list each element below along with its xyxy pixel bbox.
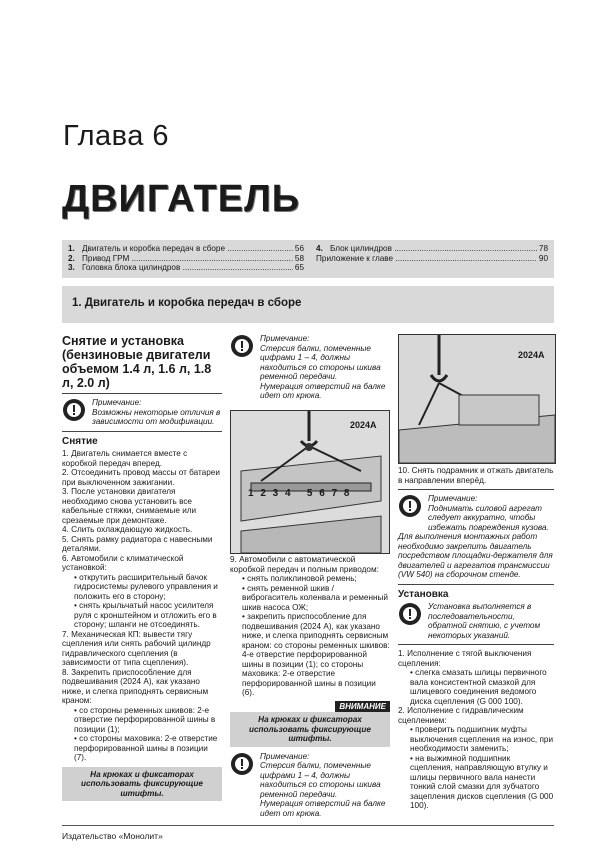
- note-label: Примечание:: [260, 751, 310, 761]
- step-text: • проверить подшипник муфты выключения сцепления на износ, при необходимости заменить;: [410, 725, 554, 753]
- step-text: 1. Двигатель снимается вместе с коробкой передач вперед.: [62, 449, 188, 468]
- step-text: 4. Слить охлаждающую жидкость.: [62, 525, 193, 534]
- step-text: • открутить расширительный бачок гидросистемы рулевого управления и положить его в сторону;: [74, 572, 218, 601]
- toc-item[interactable]: [68, 263, 304, 273]
- step-text: • со стороны ременных шкивов: 2-е отверстие перфорированной шины в позиции (1);: [74, 705, 216, 734]
- note-label: Примечание:: [428, 494, 478, 503]
- step-text: 5. Снять рамку радиатора с навесными деталями.: [62, 534, 213, 553]
- toc-text: Приложение к главе .....: [316, 254, 537, 264]
- toc-item[interactable]: [68, 244, 304, 254]
- toc-right-column: [316, 244, 548, 263]
- section-heading: Снятие и установка (бензиновые двигатели объемом 1.4 л, 1.6 л, 1.8 л, 2.0 л): [62, 334, 212, 390]
- column-2: [230, 334, 390, 401]
- note-text: Поднимать силовой агрегат следует аккуратно, чтобы избежать повреждения кузова.: [428, 503, 549, 532]
- step-text: 1. Исполнение с тягой выключения сцепления:: [398, 649, 532, 668]
- step-text: 8. Закрепить приспособление для подвешивания (2024 А), как указано ниже, и слегка приподнять сервисным краном:: [62, 667, 209, 705]
- warning-label: ВНИМАНИЕ: [335, 701, 390, 713]
- toc-text: Блок цилиндров .....: [330, 244, 537, 254]
- toc-page: 78: [538, 244, 548, 253]
- warning-box: На крюках и фиксаторах использовать фиксирующие штифты.: [230, 712, 390, 747]
- figure-label: 2024А: [350, 420, 377, 430]
- warning-box: На крюках и фиксаторах использовать фиксирующие штифты.: [62, 767, 222, 802]
- note-text: Стерсия балки, помеченные цифрами 1 – 4, должны находиться со стороны шкива ременной передачи.: [260, 761, 381, 799]
- note-icon: [398, 602, 422, 626]
- note-text: Стерсия балки, помеченные цифрами 1 – 4, должны находиться со стороны шкива ременной передачи.: [260, 343, 381, 381]
- toc-num: 2.: [68, 253, 75, 263]
- removal-heading: Снятие: [62, 435, 98, 447]
- section-title: 1. Двигатель и коробка передач в сборе: [72, 297, 302, 309]
- step-text: 6. Автомобили с климатической установкой:: [62, 553, 184, 572]
- note-text: Нумерация отверстий на балке идет от крюка.: [260, 799, 386, 818]
- note-text: Установка выполняется в последовательности, обратной снятию, с учетом некоторых указаний.: [428, 602, 541, 640]
- note-icon: [230, 334, 254, 358]
- step-text: 9. Автомобили с автоматической коробкой передач и полным приводом:: [230, 555, 379, 574]
- section-header: [62, 286, 554, 323]
- chapter-title: ДВИГАТЕЛЬ: [62, 178, 301, 220]
- step-text: • закрепить приспособление для подвешивания (2024 А), как указано ниже, и слегка приподнять сервисным краном: со стороны ременных шкивов: 4-е отверстие перфорированной шины в позиции (1); со стороны маховика: 2-е отверстие перфорированной шины в позиции (6).: [242, 612, 390, 697]
- engine-illustration: [231, 411, 389, 553]
- step-text: • снять поликлиновой ремень;: [242, 574, 357, 583]
- step-text: • снять ременной шкив / виброгаситель коленвала и ременный шкив насоса ОЖ;: [242, 583, 388, 612]
- note-box: [62, 398, 222, 427]
- step-text: 10. Снять подрамник и отжать двигатель в направлении вперёд.: [398, 466, 554, 485]
- chapter-label: Глава 6: [63, 120, 170, 152]
- toc-num: 4.: [316, 244, 323, 253]
- publisher-footer: Издательство «Монолит»: [62, 831, 163, 841]
- note-icon: [62, 398, 86, 422]
- step-text: • слегка смазать шлицы первичного вала консистентной смазкой для шлицевого соединения ведомого диска сцепления (G 000 100).: [410, 668, 547, 706]
- note-text: Нумерация отверстий на балке идет от крюка.: [260, 381, 386, 400]
- install-heading: Установка: [398, 588, 449, 600]
- note-label: Примечание:: [92, 398, 142, 407]
- step-text: • на выжимной подшипник сцепления, направляющую втулку и шлицы первичного вала нанести тонкий слой смазки для зубчатого зацепления дисков сцепления (G 000 100).: [410, 753, 554, 810]
- toc-page: 58: [294, 253, 304, 263]
- note-box: [230, 752, 390, 819]
- step-text: 2. Исполнение с гидравлическим сцеплением:: [398, 706, 524, 725]
- toc-item[interactable]: [316, 254, 548, 264]
- step-text: • снять крыльчатый насос усилителя руля с кронштейном и отложить его в сторону; шланги не отсоединять.: [74, 601, 217, 629]
- toc-text: Привод ГРМ .....: [82, 254, 293, 264]
- column-2-lower: [230, 555, 390, 818]
- step-text: 7. Механическая КП: вывести тягу сцепления или снять рабочий цилиндр гидравлического сцепления (в зависимости от типа сцепления).: [62, 629, 211, 667]
- note-box: [398, 602, 554, 640]
- toc-text: Головка блока цилиндров .....: [82, 263, 293, 273]
- toc-page: 56: [294, 244, 304, 253]
- note-text: Возможны некоторые отличия в зависимости от модификации.: [92, 407, 221, 426]
- note-icon: [230, 752, 254, 776]
- column-1: [62, 334, 222, 801]
- step-text: 3. После установки двигателя необходимо снова установить все кабельные стяжки, снимаемые или срезаемые при демонтаже.: [62, 487, 197, 525]
- figure-numbers: 1 2 3 4 5 6 7 8: [248, 488, 352, 499]
- toc-page: 90: [538, 253, 548, 263]
- toc-item[interactable]: [68, 254, 304, 264]
- engine-lifting-figure: [230, 410, 390, 554]
- step-text: 2. Отсоединить провод массы от батареи при выключенном зажигании.: [62, 468, 220, 487]
- step-text: • со стороны маховика: 2-е отверстие перфорированной шины в позиции (7).: [74, 734, 218, 762]
- note-text: Для выполнения монтажных работ необходимо закрепить двигатель посредством площадки-держателя для двигателей и агрегатов трансмиссии (VW 540) на сборочном стенде.: [398, 532, 553, 579]
- column-3: [398, 466, 554, 811]
- toc-item[interactable]: [316, 244, 548, 254]
- note-icon: [398, 494, 422, 518]
- toc-text: Двигатель и коробка передач в сборе .....: [82, 244, 293, 254]
- footer-divider: [62, 825, 554, 826]
- figure-label: 2024А: [518, 350, 545, 360]
- note-label: Примечание:: [260, 334, 310, 343]
- toc-left-column: [68, 244, 304, 273]
- toc-page: 65: [294, 263, 304, 273]
- table-of-contents: [62, 240, 554, 278]
- note-box: [398, 494, 554, 532]
- toc-num: 1.: [68, 244, 75, 253]
- note-box: [230, 334, 390, 401]
- toc-num: 3.: [68, 263, 75, 273]
